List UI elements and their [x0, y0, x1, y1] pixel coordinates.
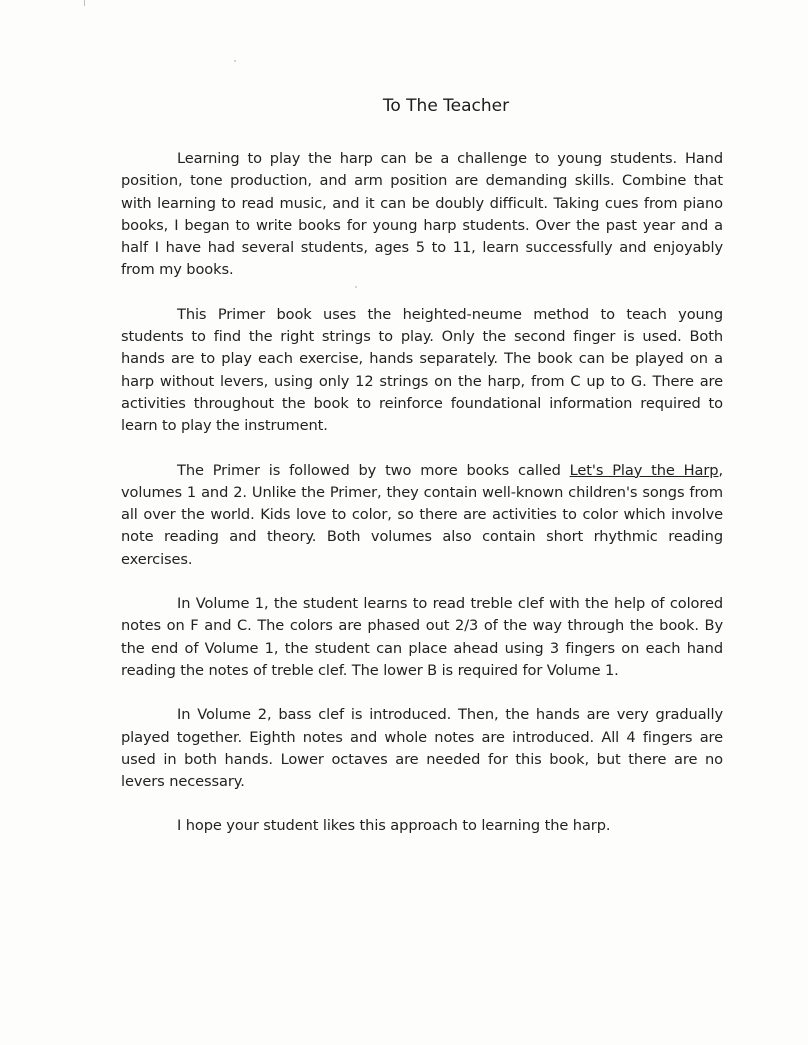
paragraph-closing: I hope your student likes this approach to learning the harp. [177, 817, 611, 835]
scan-edge-mark [84, 0, 85, 6]
book-title-underlined: Let's Play the Harp [569, 461, 719, 479]
paragraph-intro: Learning to play the harp can be a challenge to young students. Hand position, tone production, and arm position are demanding skills. Combine that with learning to read music, and it can be doubly difficult. Taking cues from piano books, I began to write books for young harp students. Over the past year and a half I have had several students, ages 5 to 11, learn successfully and enjoyably from my books. [121, 150, 723, 279]
paragraph-text: The Primer is followed by two more books called [177, 461, 570, 479]
scan-speck [234, 60, 236, 62]
page-title: To The Teacher [382, 96, 510, 116]
paragraph-volume-2: In Volume 2, bass clef is introduced. Then, the hands are very gradually played together. Eighth notes and whole notes are introduced. All 4 fingers are used in both hands. Lower octaves are needed for this book, but there are no levers necessary. [121, 706, 723, 791]
letter-body [121, 148, 723, 838]
paragraph-followup-books [121, 460, 723, 571]
paragraph-text: , volumes 1 and 2. Unlike the Primer, they contain well-known children's songs from all over the world. Kids love to color, so there are activities to color which involve note reading and theory. Both volumes also contain short rhythmic reading exercises. [121, 461, 723, 568]
paragraph-volume-1: In Volume 1, the student learns to read treble clef with the help of colored notes on F and C. The colors are phased out 2/3 of the way through the book. By the end of Volume 1, the student can place ahead using 3 fingers on each hand reading the notes of treble clef. The lower B is required for Volume 1. [121, 595, 723, 679]
paragraph-primer: This Primer book uses the heighted-neume method to teach young students to find the right strings to play. Only the second finger is used. Both hands are to play each exercise, hands separately. The book can be played on a harp without levers, using only 12 strings on the harp, from C up to G. There are activities throughout the book to reinforce foundational information required to learn to play the instrument. [121, 305, 723, 435]
